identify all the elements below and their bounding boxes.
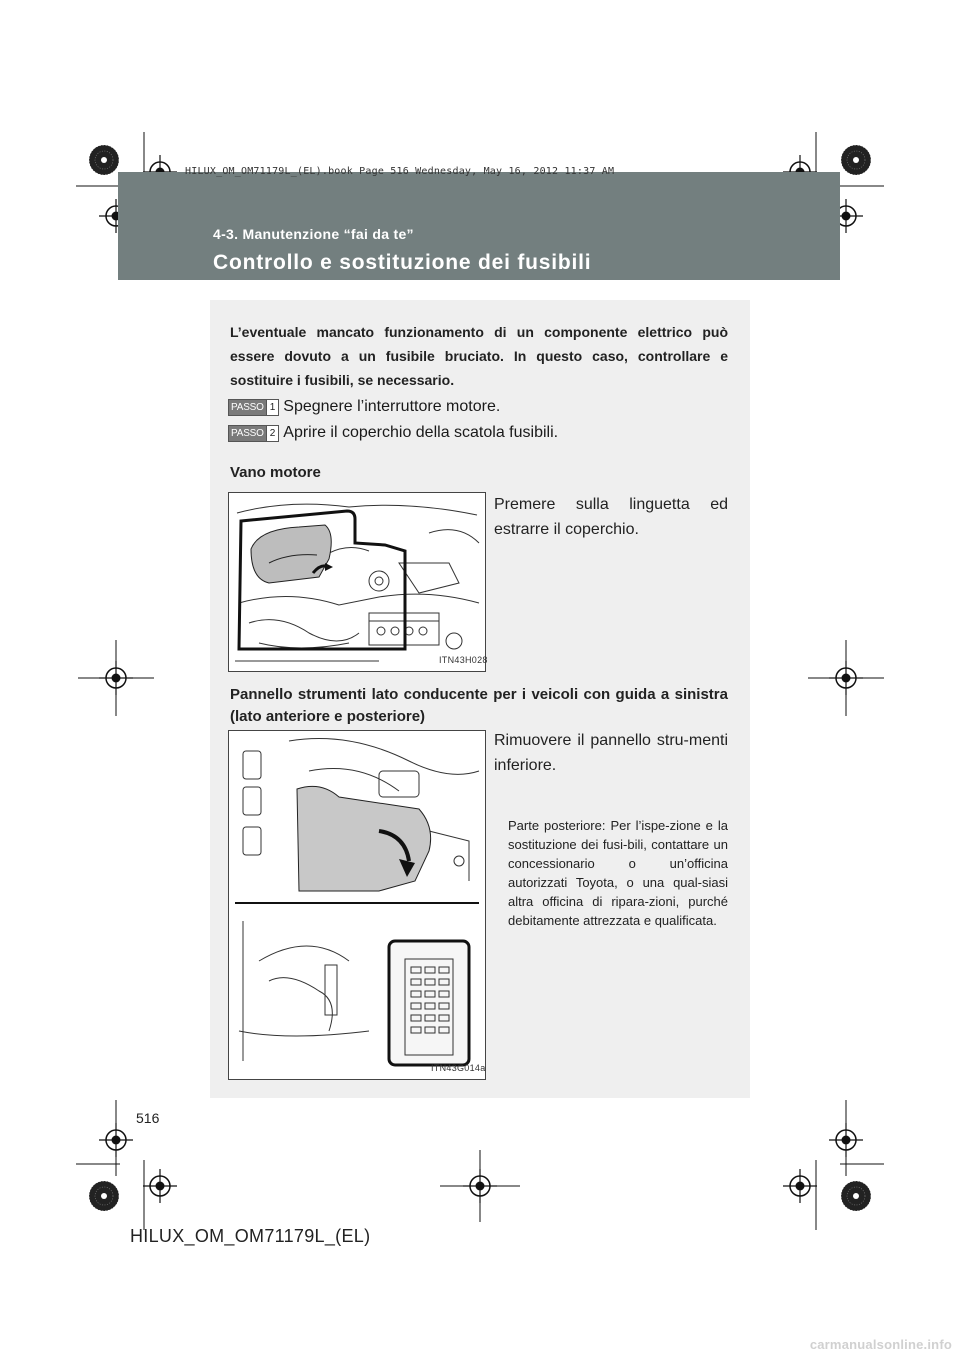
intro-paragraph: L’eventuale mancato funzionamento di un componente elettrico può essere dovuto a un fusibile bruciato. In questo caso, controllare e sostituire i fusibili, se necessario. bbox=[230, 324, 728, 388]
dashboard-illustration bbox=[228, 730, 486, 1080]
step-text: Aprire il coperchio della scatola fusibili. bbox=[283, 424, 559, 441]
section-label: 4-3. Manutenzione “fai da te” bbox=[213, 226, 414, 242]
step-badge-number: 2 bbox=[266, 426, 279, 441]
pannello-heading: Pannello strumenti lato conducente per i veicoli con guida a sinistra (lato anteriore e posteriore) bbox=[230, 686, 728, 725]
step-1 bbox=[228, 396, 500, 418]
watermark: carmanualsonline.info bbox=[809, 1337, 952, 1352]
engine-bay-drawing bbox=[229, 493, 485, 671]
figure-code: ITN43H028 bbox=[439, 655, 488, 665]
step-badge-label: PASSO bbox=[231, 427, 264, 439]
step-text: Spegnere l’interruttore motore. bbox=[283, 398, 501, 415]
book-info-line: HILUX_OM_OM71179L_(EL).book Page 516 Wednesday, May 16, 2012 11:37 AM bbox=[185, 166, 615, 177]
step-2 bbox=[228, 422, 558, 444]
vano-motore-heading: Vano motore bbox=[230, 464, 321, 481]
step-badge-number: 1 bbox=[266, 400, 279, 415]
step-badge bbox=[228, 399, 279, 416]
pannello-instruction: Rimuovere il pannello stru-menti inferiore. bbox=[494, 732, 728, 774]
vano-motore-instruction: Premere sulla linguetta ed estrarre il coperchio. bbox=[494, 496, 728, 538]
page-number: 516 bbox=[136, 1110, 160, 1126]
dashboard-drawing bbox=[229, 731, 485, 1079]
step-badge bbox=[228, 425, 279, 442]
pannello-note: Parte posteriore: Per l’ispe-zione e la sostituzione dei fusi-bili, contattare un concessionario o un’officina autorizzati Toyota, o una qual-siasi altra officina di ripara-zioni, purché debitamente attrezzata e qualificata. bbox=[508, 818, 728, 928]
engine-bay-illustration bbox=[228, 492, 486, 672]
footer-document-code: HILUX_OM_OM71179L_(EL) bbox=[130, 1226, 371, 1246]
figure-code: ITN43G014a bbox=[431, 1063, 486, 1073]
page-title: Controllo e sostituzione dei fusibili bbox=[213, 251, 592, 274]
step-badge-label: PASSO bbox=[231, 401, 264, 413]
